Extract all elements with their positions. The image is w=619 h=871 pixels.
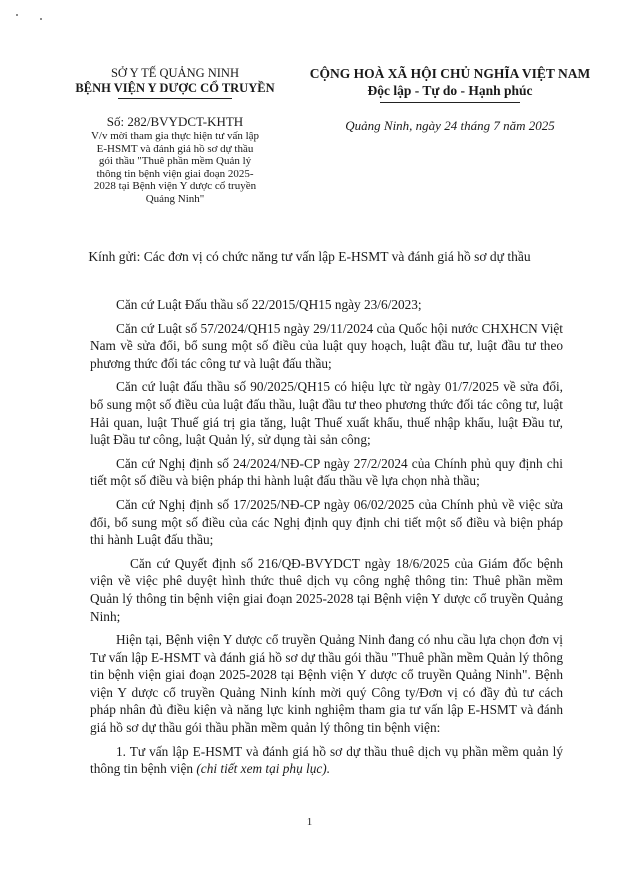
recipient: Kính gửi: Các đơn vị có chức năng tư vấn lập E-HSMT và đánh giá hồ sơ dự thầu [88, 249, 531, 264]
subject-line: V/v mời tham gia thực hiện tư vấn lập [90, 130, 260, 142]
slogan-underline [380, 102, 520, 103]
item-text: 1. Tư vấn lập E-HSMT và đánh giá hồ sơ dự thầu thuê dịch vụ phần mềm quản lý thông tin bệnh viện [90, 743, 563, 777]
subject-line: thông tin bệnh viện giai đoạn 2025- [96, 167, 254, 180]
subject-line: Quảng Ninh" [145, 192, 205, 205]
national-motto: CỘNG HOÀ XÃ HỘI CHỦ NGHĨA VIỆT NAM [309, 66, 591, 81]
legal-basis-paragraph: Căn cứ Quyết định số 216/QĐ-BVYDCT ngày 18/6/2025 của Giám đốc bệnh viện về việc phê duyệt hình thức thuê dịch vụ công nghệ thông tin: Thuê phần mềm Quản lý thông tin bệnh viện giai đoạn 2025-2028 tại Bệnh viện Y dược cổ truyền Quảng Ninh; [90, 555, 563, 624]
subject-line: 2028 tại Bệnh viện Y dược cổ truyền [93, 180, 257, 193]
subject-line: E-HSMT và đánh giá hồ sơ dự thầu [96, 142, 254, 155]
org-parent: SỞ Y TẾ QUẢNG NINH [110, 66, 239, 80]
org-underline [118, 98, 232, 99]
scan-speck [16, 14, 18, 16]
item-note: (chi tiết xem tại phụ lục). [196, 761, 331, 777]
subject-block [74, 130, 276, 206]
legal-basis-paragraph: Căn cứ Luật số 57/2024/QH15 ngày 29/11/2024 của Quốc hội nước CHXHCN Việt Nam về sửa đổi, bổ sung một số điều của luật quy hoạch, luật đầu tư, luật đầu tư theo phương thức đối tác công tư và luật đấu thầu; [90, 320, 563, 371]
legal-basis-paragraph: Căn cứ Nghị định số 24/2024/NĐ-CP ngày 27/2/2024 của Chính phủ quy định chi tiết một số điều và biện pháp thi hành luật đấu thầu về lựa chọn nhà thầu; [90, 455, 563, 489]
national-slogan: Độc lập - Tự do - Hạnh phúc [367, 83, 533, 98]
legal-basis-paragraph: Căn cứ Nghị định số 17/2025/NĐ-CP ngày 06/02/2025 của Chính phủ về việc sửa đổi, bổ sung một số điều của các Nghị định quy định chi tiết một số điều và biện pháp thi hành Luật đấu thầu; [90, 496, 563, 548]
list-item [90, 743, 563, 778]
scan-speck [40, 18, 42, 20]
legal-basis-paragraph: Căn cứ luật đấu thầu số 90/2025/QH15 có hiệu lực từ ngày 01/7/2025 về sửa đổi, bổ sung một số điều của luật đấu thầu, luật đầu tư theo phương thức đối tác công tư, luật Hải quan, luật Thuế giá trị gia tăng, luật Thuế xuất khẩu, thuế nhập khẩu, luật Đầu tư, luật Đầu tư công, luật Quản lý, sử dụng tài sản công; [90, 379, 563, 448]
org-name: BỆNH VIỆN Y DƯỢC CỔ TRUYỀN [75, 81, 275, 95]
letter-body [90, 296, 563, 784]
subject-line: gói thầu "Thuê phần mềm Quản lý [98, 155, 252, 168]
invitation-paragraph: Hiện tại, Bệnh viện Y dược cổ truyền Quảng Ninh đang có nhu cầu lựa chọn đơn vị Tư vấn lập E-HSMT và đánh giá hồ sơ dự thầu gói thầu "Thuê phần mềm Quản lý thông tin bệnh viện giai đoạn 2025-2028 tại Bệnh viện Y dược cổ truyền Quảng Ninh". Bệnh viện Y dược cổ truyền Quảng Ninh kính mời quý Công ty/Đơn vị có đầy đủ tư cách pháp nhân đủ điều kiện và năng lực kinh nghiệm tham gia tư vấn lập E-HSMT và đánh giá hồ sơ dự thầu gói thầu phần mềm quản lý thông tin bệnh viện: [90, 632, 563, 736]
legal-basis-paragraph: Căn cứ Luật Đấu thầu số 22/2015/QH15 ngày 23/6/2023; [116, 297, 422, 312]
doc-number: Số: 282/BVYDCT-KHTH [106, 114, 244, 129]
page-number: 1 [306, 816, 313, 828]
place-date: Quảng Ninh, ngày 24 tháng 7 năm 2025 [345, 118, 555, 133]
